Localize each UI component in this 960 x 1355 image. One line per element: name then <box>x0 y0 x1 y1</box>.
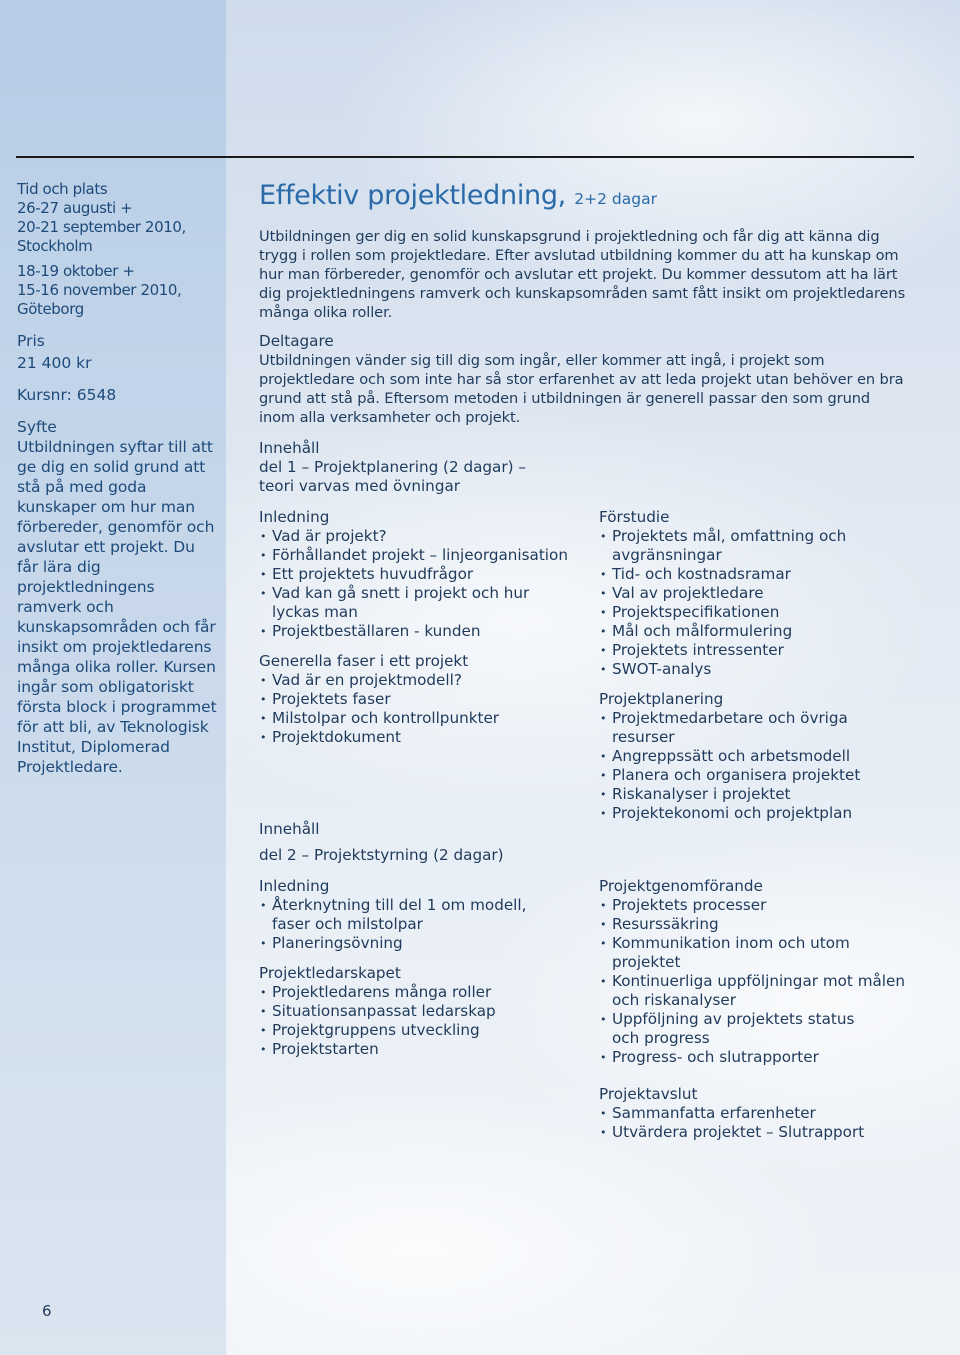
list-item: • Milstolpar och kontrollpunkter <box>259 709 569 728</box>
list-item: • Riskanalyser i projektet <box>599 785 909 804</box>
list-item: • Resurssäkring <box>599 915 909 934</box>
list-item: • Återknytning till del 1 om modell, faser och milstolpar <box>259 896 527 934</box>
part2-heading-block <box>259 820 659 865</box>
list-item: • Situationsanpassat ledarskap <box>259 1002 569 1021</box>
title-duration: 2+2 dagar <box>574 190 657 208</box>
bullet-list <box>599 709 909 823</box>
section-heading: Generella faser i ett projekt <box>259 652 469 670</box>
list-item: • Projektets intressenter <box>599 641 909 660</box>
section-heading: Inledning <box>259 877 330 895</box>
price-heading: Pris <box>17 332 45 350</box>
section-heading: Projektledarskapet <box>259 964 401 982</box>
part1-subtitle: teori varvas med övningar <box>259 477 461 495</box>
intro-text: Utbildningen ger dig en solid kunskapsgrund i projektledning och får dig att känna dig trygg i rollen som projektledare. Efter avslutad utbildning kommer du att ha kunskap om hur man förbereder, genomför och avslutar ett projekt. Du kommer dessutom att ha lärt dig projektledningens ramverk och kunskapsområden samt fått insikt om projektledarens många olika roller. <box>259 228 906 321</box>
bullet-list <box>259 527 569 641</box>
list-item: • Vad är en projektmodell? <box>259 671 569 690</box>
list-item: • Projektstarten <box>259 1040 569 1059</box>
list-item: • Uppföljning av projektets status och progress <box>599 1010 884 1048</box>
content-heading: Innehåll <box>259 439 320 457</box>
part1-title: del 1 – Projektplanering (2 dagar) – <box>259 458 526 476</box>
list-item: • Planera och organisera projektet <box>599 766 909 785</box>
list-item: • Ett projektets huvudfrågor <box>259 565 569 584</box>
list-item: • Val av projektledare <box>599 584 909 603</box>
list-item: • Kommunikation inom och utom projektet <box>599 934 857 972</box>
part2-left-column <box>259 877 569 1059</box>
list-item: • Vad är projekt? <box>259 527 569 546</box>
list-item: • Projektbeställaren - kunden <box>259 622 569 641</box>
city-line: Göteborg <box>17 300 84 318</box>
bullet-list <box>599 896 909 1067</box>
list-item: • SWOT-analys <box>599 660 909 679</box>
list-item: • Tid- och kostnadsramar <box>599 565 909 584</box>
purpose-text: Utbildningen syftar till att ge dig en solid grund att stå på med goda kunskaper om hur man förbereder, genomför och avslutar ett projekt. Du får lära dig projektledningens ramverk och kunskapsområden och får insikt om projektledarens många olika roller. Kursen ingår som obligatoriskt första block i programmet för att bli, av Teknologisk Institut, Diplomerad Projektledare. <box>17 438 217 776</box>
part2-right-column <box>599 877 909 1142</box>
bullet-list <box>599 527 909 679</box>
content-heading: Innehåll <box>259 820 320 838</box>
list-item: • Angreppssätt och arbetsmodell <box>599 747 909 766</box>
main-content <box>259 176 909 496</box>
list-item: • Vad kan gå snett i projekt och hur lyckas man <box>259 584 562 622</box>
bullet-list <box>259 896 569 953</box>
header-rule <box>16 156 914 158</box>
city-line: Stockholm <box>17 237 93 255</box>
list-item: • Projektekonomi och projektplan <box>599 804 909 823</box>
part1-right-column <box>599 508 909 823</box>
date-line: 26-27 augusti + <box>17 199 133 217</box>
list-item: • Projektmedarbetare och övriga resurser <box>599 709 909 747</box>
participants-text: Utbildningen vänder sig till dig som ingår, eller kommer att ingå, i projekt som projektledare och som inte har så stor erfarenhet av att leda projekt utan behöver en bra grund att stå på. Eftersom metoden i utbildningen är generell passar den som grund inom alla verksamheter och projekt. <box>259 352 904 426</box>
section-heading: Inledning <box>259 508 330 526</box>
participants-heading: Deltagare <box>259 332 334 350</box>
section-heading: Projektgenomförande <box>599 877 763 895</box>
list-item: • Projektgruppens utveckling <box>259 1021 569 1040</box>
section-heading: Förstudie <box>599 508 670 526</box>
list-item: • Mål och målformulering <box>599 622 909 641</box>
section-heading: Projektplanering <box>599 690 724 708</box>
list-item: • Sammanfatta erfarenheter <box>599 1104 909 1123</box>
purpose-heading: Syfte <box>17 418 57 436</box>
date-line: 20-21 september 2010, <box>17 218 186 236</box>
price-value: 21 400 kr <box>17 354 92 372</box>
list-item: • Projektets mål, omfattning och avgränsningar <box>599 527 847 565</box>
list-item: • Projektledarens många roller <box>259 983 569 1002</box>
page-number: 6 <box>42 1302 52 1320</box>
page-title <box>259 176 909 219</box>
part2-title: del 2 – Projektstyrning (2 dagar) <box>259 846 504 864</box>
section-heading: Projektavslut <box>599 1085 698 1103</box>
time-place-heading: Tid och plats <box>17 180 108 198</box>
list-item: • Progress- och slutrapporter <box>599 1048 909 1067</box>
list-item: • Projektdokument <box>259 728 569 747</box>
bullet-list <box>259 983 569 1059</box>
title-main: Effektiv projektledning, <box>259 180 566 211</box>
list-item: • Planeringsövning <box>259 934 569 953</box>
bullet-list <box>259 671 569 747</box>
list-item: • Projektspecifikationen <box>599 603 909 622</box>
list-item: • Utvärdera projektet – Slutrapport <box>599 1123 909 1142</box>
list-item: • Projektets processer <box>599 896 909 915</box>
sidebar-info <box>17 180 217 777</box>
part1-left-column <box>259 508 569 747</box>
bullet-list <box>599 1104 909 1142</box>
list-item: • Projektets faser <box>259 690 569 709</box>
list-item: • Kontinuerliga uppföljningar mot målen och riskanalyser <box>599 972 907 1010</box>
course-number: Kursnr: 6548 <box>17 386 117 404</box>
list-item: • Förhållandet projekt – linjeorganisation <box>259 546 569 565</box>
date-line: 18-19 oktober + <box>17 262 135 280</box>
date-line: 15-16 november 2010, <box>17 281 182 299</box>
